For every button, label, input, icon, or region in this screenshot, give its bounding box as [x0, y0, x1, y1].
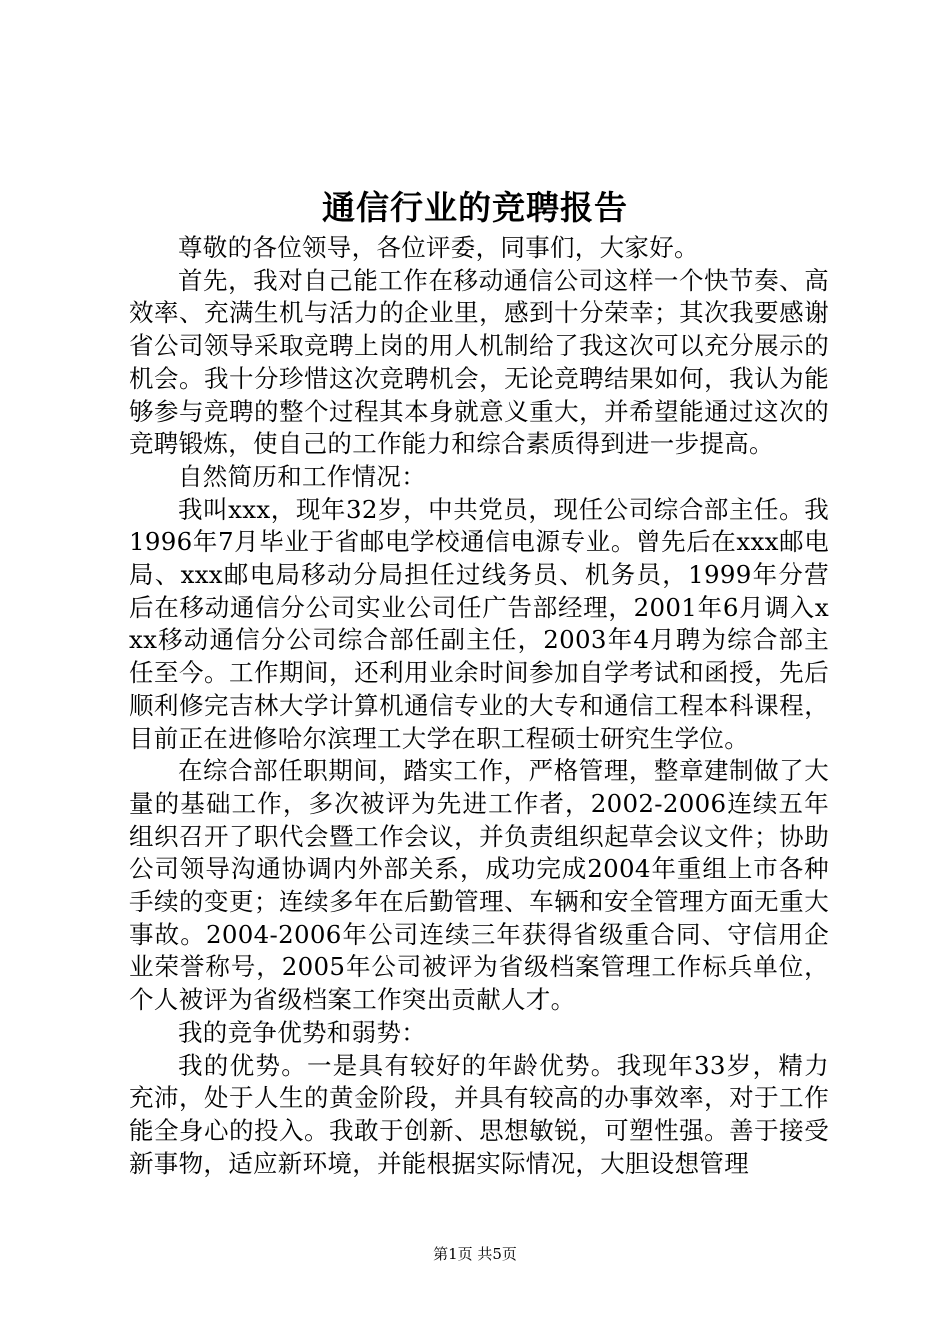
paragraph-resume: 我叫xxx，现年32岁，中共党员，现任公司综合部主任。我1996年7月毕业于省邮电学校通信电源专业。曾先后在xxx邮电局、xxx邮电局移动分局担任过线务员、机务员，1999年分营后在移动通信分公司实业公司任广告部经理，2001年6月调入xxx移动通信分公司综合部任副主任，2003年4月聘为综合部主任至今。工作期间，还利用业余时间参加自学考试和函授，先后顺利修完吉林大学计算机通信专业的大专和通信工程本科课程，目前正在进修哈尔滨理工大学在职工程硕士研究生学位。: [129, 494, 829, 753]
paragraph-introduction: 首先，我对自己能工作在移动通信公司这样一个快节奏、高效率、充满生机与活力的企业里，感到十分荣幸；其次我要感谢省公司领导采取竞聘上岗的用人机制给了我这次可以充分展示的机会。我十分珍惜这次竞聘机会，无论竞聘结果如何，我认为能够参与竞聘的整个过程其本身就意义重大，并希望能通过这次的竞聘锻炼，使自己的工作能力和综合素质得到进一步提高。: [129, 265, 829, 459]
document-body: [129, 232, 829, 1180]
paragraph-strengths: 我的优势。一是具有较好的年龄优势。我现年33岁，精力充沛，处于人生的黄金阶段，并具有较高的办事效率，对于工作能全身心的投入。我敢于创新、思想敏锐，可塑性强。善于接受新事物，适应新环境，并能根据实际情况，大胆设想管理: [129, 1050, 829, 1178]
paragraph-strengths-heading: 我的竞争优势和弱势：: [178, 1017, 426, 1047]
page-number-footer: 第1页 共5页: [433, 1245, 517, 1263]
document-title: 通信行业的竞聘报告: [322, 188, 628, 227]
paragraph-resume-heading: 自然简历和工作情况：: [178, 461, 426, 491]
paragraph-achievements: 在综合部任职期间，踏实工作，严格管理，整章建制做了大量的基础工作，多次被评为先进工作者，2002-2006连续五年组织召开了职代会暨工作会议，并负责组织起草会议文件；协助公司领导沟通协调内外部关系，成功完成2004年重组上市各种手续的变更；连续多年在后勤管理、车辆和安全管理方面无重大事故。2004-2006年公司连续三年获得省级重合同、守信用企业荣誉称号，2005年公司被评为省级档案管理工作标兵单位，个人被评为省级档案工作突出贡献人才。: [129, 756, 829, 1015]
paragraph-greeting: 尊敬的各位领导，各位评委，同事们，大家好。: [178, 233, 699, 262]
